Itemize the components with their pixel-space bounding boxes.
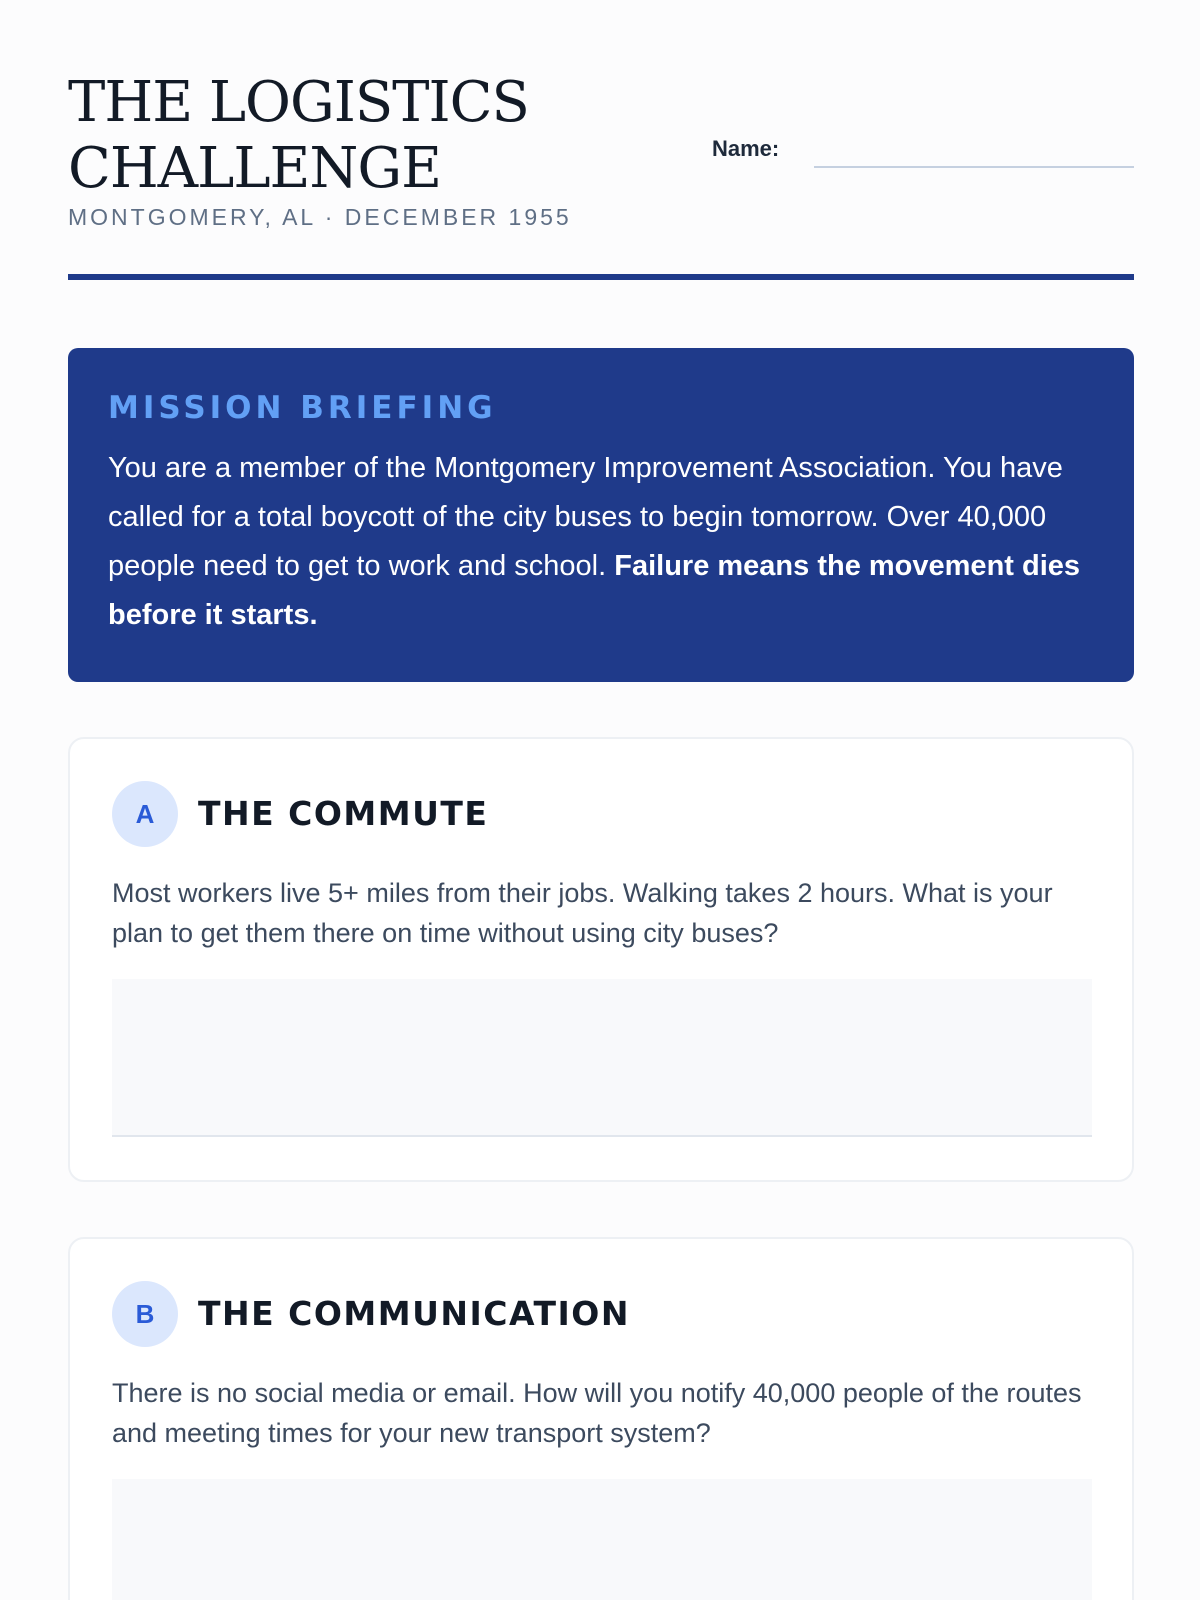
answer-box-commute[interactable]	[112, 979, 1092, 1137]
section-letter-badge: B	[112, 1281, 178, 1347]
name-label: Name:	[712, 136, 780, 161]
section-title: THE COMMUTE	[198, 794, 489, 833]
mission-briefing-panel	[68, 348, 1134, 682]
header-divider	[68, 274, 1134, 280]
section-prompt: There is no social media or email. How will you notify 40,000 people of the routes and meeting times for your new transport system?	[112, 1378, 1082, 1448]
page-title: THE LOGISTICS CHALLENGE	[68, 70, 529, 201]
briefing-text	[108, 444, 1094, 640]
worksheet-header	[68, 70, 1134, 280]
page-subtitle: MONTGOMERY, AL · DECEMBER 1955	[68, 204, 572, 230]
section-title: THE COMMUNICATION	[198, 1294, 630, 1333]
section-letter-badge: A	[112, 781, 178, 847]
briefing-heading: MISSION BRIEFING	[108, 390, 497, 426]
section-card-commute	[68, 737, 1134, 1182]
briefing-body: You are a member of the Montgomery Improvement Association. You have called for a total boycott of the city buses to begin tomorrow. Over 40,000 people need to get to work and school.	[108, 452, 1063, 582]
section-card-communication	[68, 1237, 1134, 1600]
name-field[interactable]	[814, 166, 1134, 168]
worksheet-page	[68, 0, 1134, 1600]
briefing-emphasis: Failure means the movement dies before it starts.	[108, 550, 1081, 631]
answer-box-communication[interactable]	[112, 1479, 1092, 1600]
section-prompt: Most workers live 5+ miles from their jobs. Walking takes 2 hours. What is your plan to get them there on time without using city buses?	[112, 878, 1053, 948]
